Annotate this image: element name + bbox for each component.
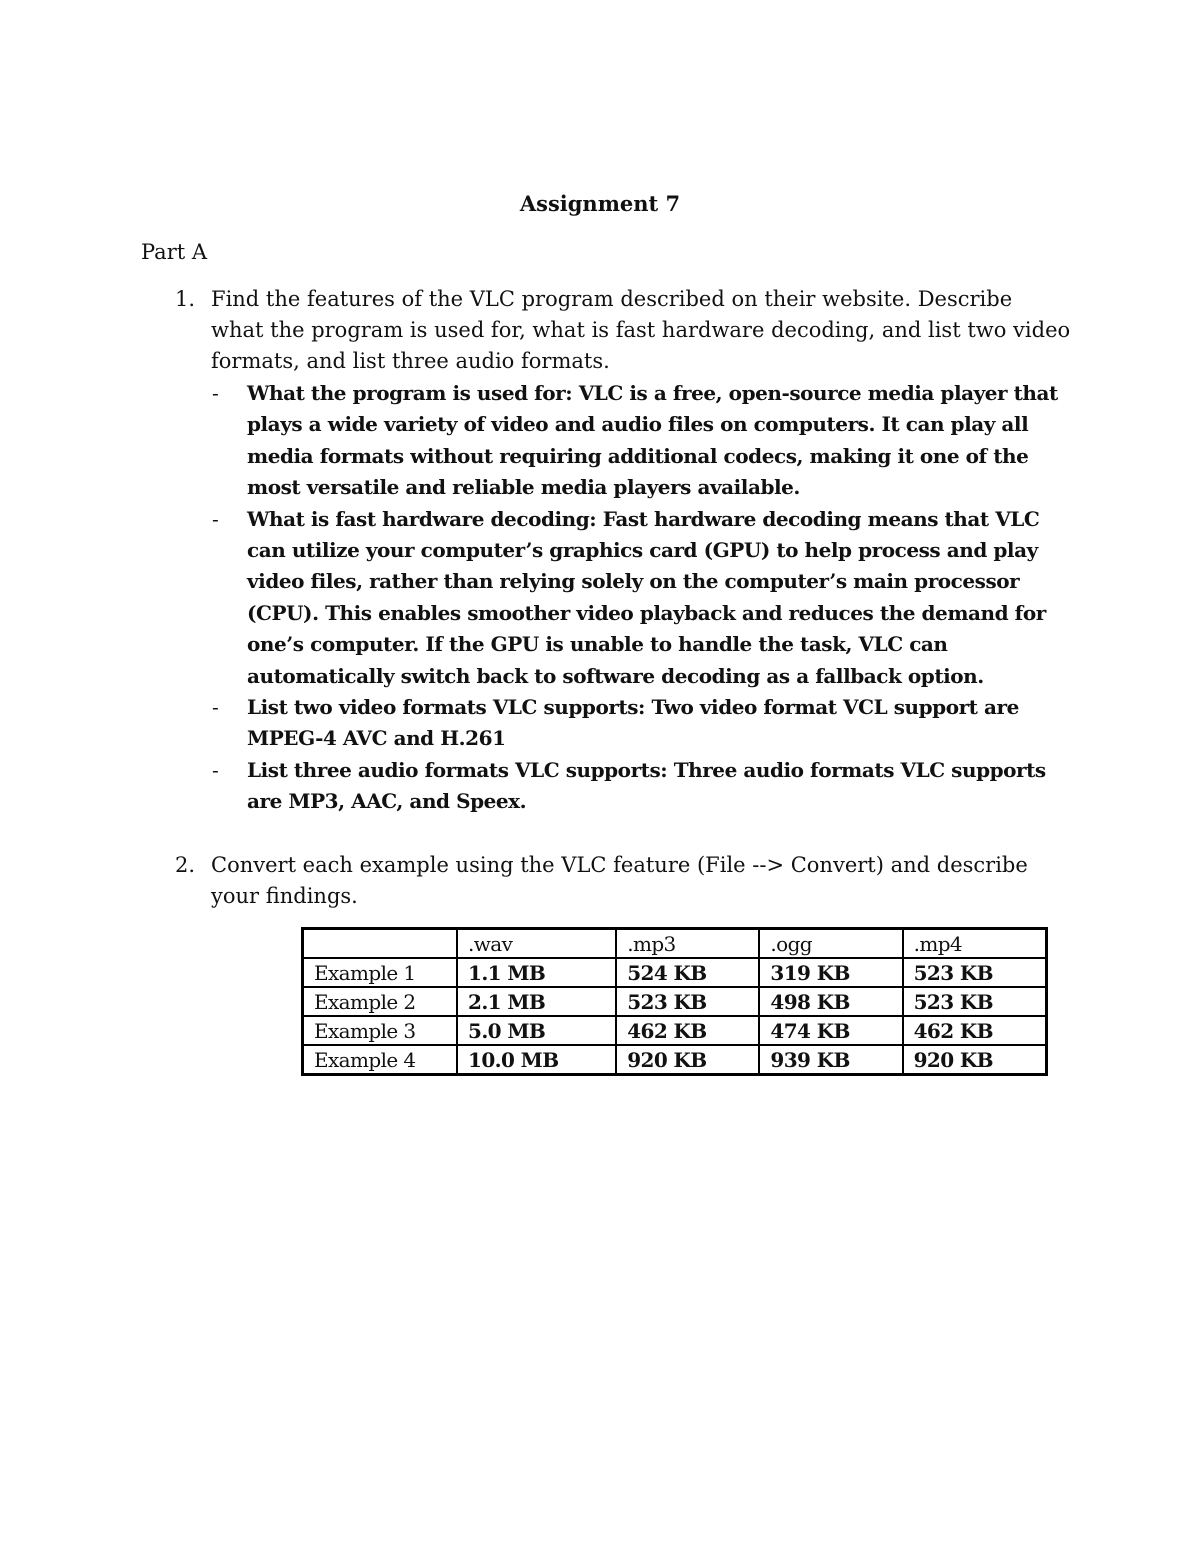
row-label-cell: Example 1 xyxy=(303,958,458,987)
answer-bullet xyxy=(212,755,1071,818)
row-label-cell: Example 2 xyxy=(303,987,458,1016)
table-cell: 523 KB xyxy=(616,987,759,1016)
table-header-cell: .mp4 xyxy=(903,929,1047,959)
table-header-cell: .mp3 xyxy=(616,929,759,959)
bullet-dash: - xyxy=(212,506,219,531)
table-row xyxy=(303,1045,1047,1075)
question-2 xyxy=(141,850,1071,912)
table-cell: 523 KB xyxy=(903,987,1047,1016)
bullet-dash: - xyxy=(212,695,219,720)
answer-bullet xyxy=(212,692,1071,755)
table-header-cell xyxy=(303,929,458,959)
question-1-text: Find the features of the VLC program described on their website. Describe what the program is used for, what is fast hardware decoding, and list two video formats, and list three audio formats. xyxy=(211,287,1071,373)
table-cell: 462 KB xyxy=(616,1016,759,1045)
table-cell: 462 KB xyxy=(903,1016,1047,1045)
bullet-text: What is fast hardware decoding: Fast hardware decoding means that VLC can utilize your computer’s graphics card (GPU) to help process and play video files, rather than relying solely on the computer’s main processor (CPU). This enables smoother video playback and reduces the demand for one’s computer. If the GPU is unable to handle the task, VLC can automatically switch back to software decoding as a fallback option. xyxy=(247,506,1046,688)
table-header-row xyxy=(303,929,1047,959)
table-cell: 1.1 MB xyxy=(457,958,616,987)
answer-bullet-list xyxy=(141,378,1071,818)
table-cell: 524 KB xyxy=(616,958,759,987)
bullet-text: What the program is used for: VLC is a free, open-source media player that plays a wide variety of video and audio files on computers. It can play all media formats without requiring additional codecs, making it one of the most versatile and reliable media players available. xyxy=(247,381,1058,500)
bullet-dash: - xyxy=(212,381,219,405)
row-label-cell: Example 4 xyxy=(303,1045,458,1075)
answer-bullet xyxy=(212,378,1071,504)
row-label-cell: Example 3 xyxy=(303,1016,458,1045)
conversion-results-table xyxy=(301,927,1048,1076)
answer-bullet xyxy=(212,504,1071,692)
question-1-number: 1. xyxy=(175,287,196,311)
table-cell: 474 KB xyxy=(759,1016,902,1045)
table-cell: 319 KB xyxy=(759,958,902,987)
table-cell: 920 KB xyxy=(616,1045,759,1075)
table-row xyxy=(303,987,1047,1016)
bullet-text: List three audio formats VLC supports: Three audio formats VLC supports are MP3, AAC, and Speex. xyxy=(247,757,1046,814)
question-2-text: Convert each example using the VLC feature (File --> Convert) and describe your findings. xyxy=(211,853,1028,908)
table-cell: 10.0 MB xyxy=(457,1045,616,1075)
table-cell: 5.0 MB xyxy=(457,1016,616,1045)
table-row xyxy=(303,1016,1047,1045)
table-header-cell: .ogg xyxy=(759,929,902,959)
question-2-number: 2. xyxy=(175,853,196,877)
table-cell: 920 KB xyxy=(903,1045,1047,1075)
document-title: Assignment 7 xyxy=(519,191,681,216)
question-1 xyxy=(141,284,1071,377)
table-cell: 523 KB xyxy=(903,958,1047,987)
table-cell: 939 KB xyxy=(759,1045,902,1075)
table-cell: 2.1 MB xyxy=(457,987,616,1016)
part-heading: Part A xyxy=(141,240,208,264)
bullet-dash: - xyxy=(212,757,219,782)
bullet-text: List two video formats VLC supports: Two video format VCL support are MPEG-4 AVC and H.261 xyxy=(247,695,1019,751)
table-row xyxy=(303,958,1047,987)
table-cell: 498 KB xyxy=(759,987,902,1016)
table-header-cell: .wav xyxy=(457,929,616,959)
